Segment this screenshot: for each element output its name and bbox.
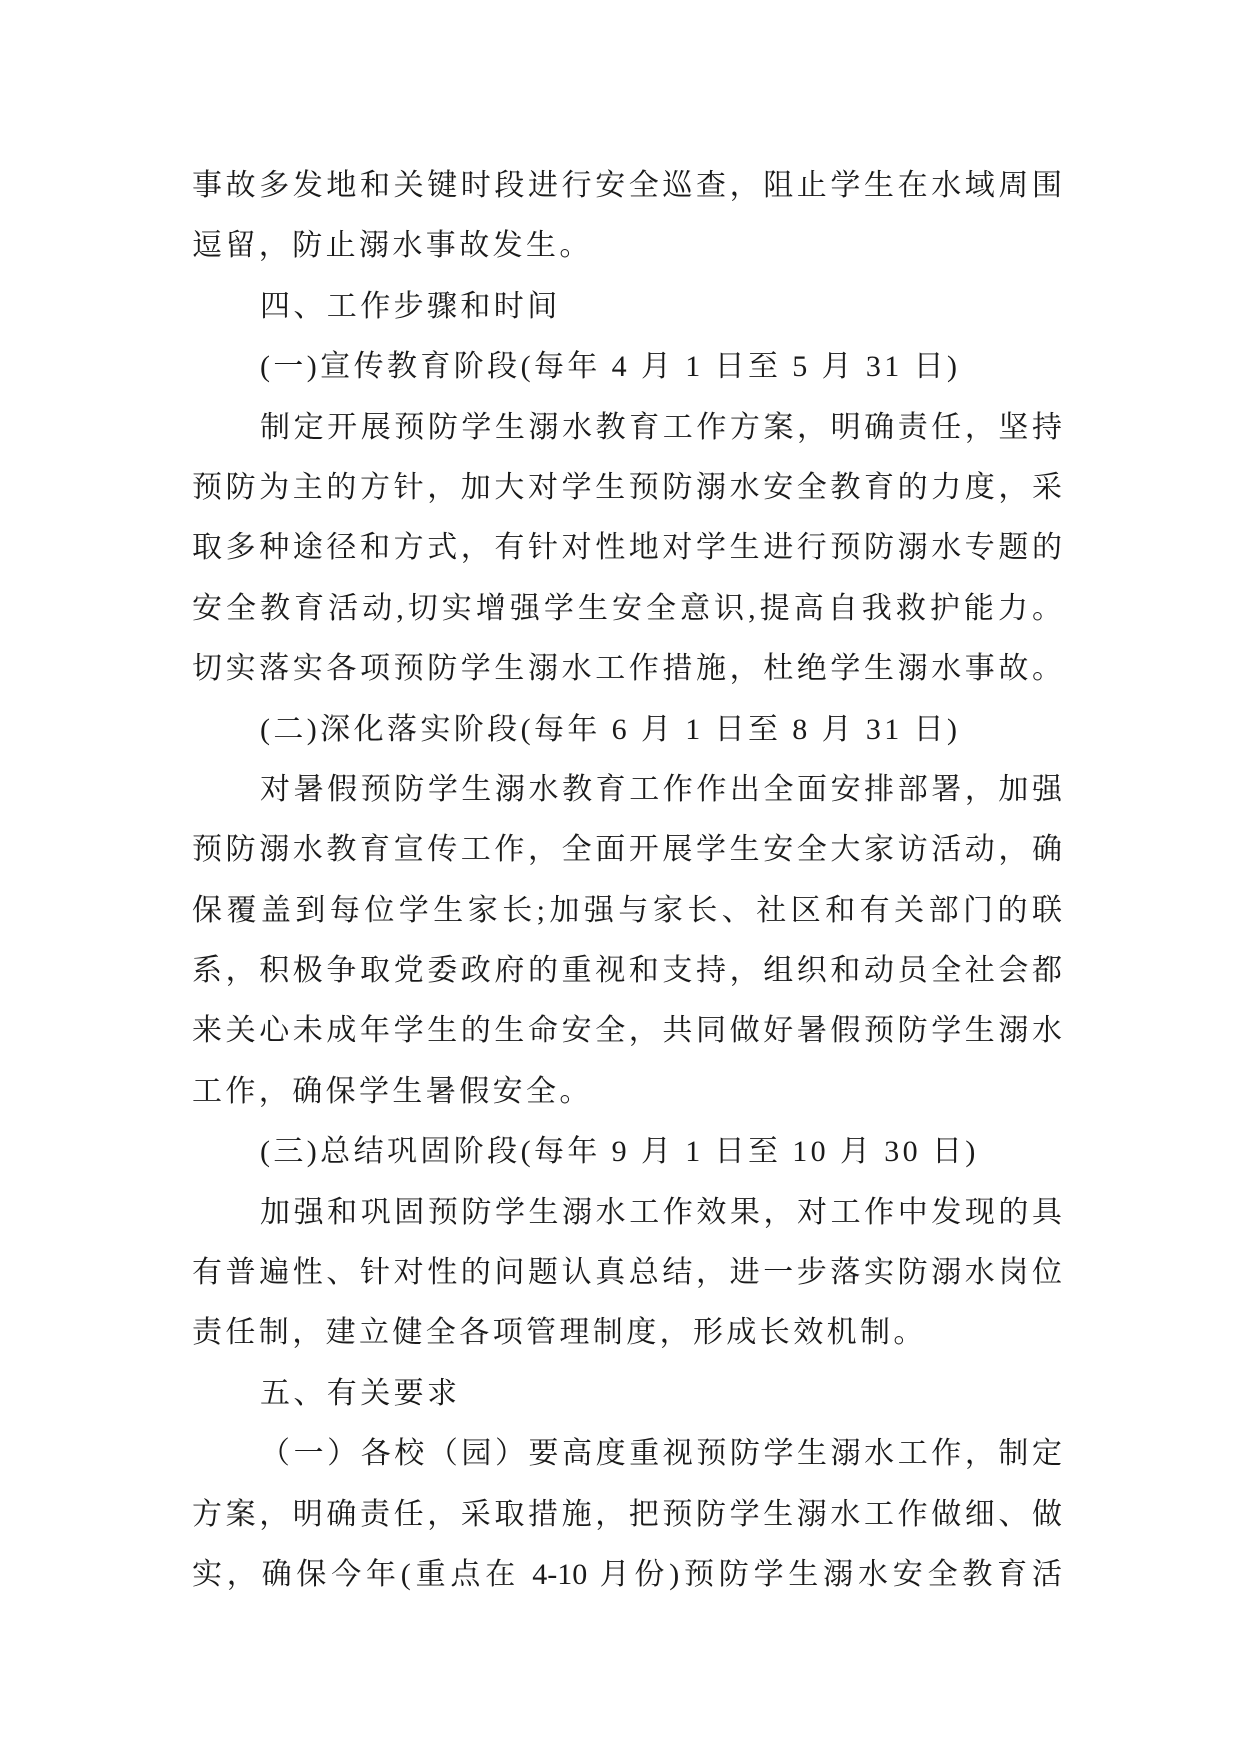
- text-line: 预防溺水教育宣传工作，全面开展学生安全大家访活动，确: [192, 833, 1062, 867]
- subsection-heading: (一)宣传教育阶段(每年 4 月 1 日至 5 月 31 日): [260, 350, 961, 384]
- text-line: 工作，确保学生暑假安全。: [192, 1074, 593, 1108]
- text-line: 逗留，防止溺水事故发生。: [192, 229, 593, 263]
- text-line: 安全教育活动,切实增强学生安全意识,提高自我救护能力。: [192, 591, 1062, 625]
- subsection-heading: (二)深化落实阶段(每年 6 月 1 日至 8 月 31 日): [260, 712, 961, 746]
- text-line: 事故多发地和关键时段进行安全巡查，阻止学生在水域周围: [192, 169, 1062, 202]
- text-line: 取多种途径和方式，有针对性地对学生进行预防溺水专题的: [192, 531, 1062, 565]
- text-line: 保覆盖到每位学生家长;加强与家长、社区和有关部门的联: [192, 893, 1062, 927]
- text-line: 有普遍性、针对性的问题认真总结，进一步落实防溺水岗位: [192, 1256, 1062, 1290]
- document-body: [192, 156, 1062, 1605]
- text-line: 预防为主的方针，加大对学生预防溺水安全教育的力度，采: [192, 470, 1062, 504]
- section-heading: 四、工作步骤和时间: [260, 289, 561, 323]
- text-line: 对暑假预防学生溺水教育工作作出全面安排部署，加强: [260, 772, 1062, 806]
- text-line: 制定开展预防学生溺水教育工作方案，明确责任，坚持: [260, 410, 1062, 444]
- section-heading: 五、有关要求: [260, 1376, 461, 1410]
- text-line: 责任制，建立健全各项管理制度，形成长效机制。: [192, 1316, 927, 1350]
- text-line: （一）各校（园）要高度重视预防学生溺水工作，制定: [260, 1437, 1062, 1471]
- subsection-heading: (三)总结巩固阶段(每年 9 月 1 日至 10 月 30 日): [260, 1135, 979, 1169]
- text-line: 实，确保今年(重点在 4-10 月份)预防学生溺水安全教育活: [192, 1557, 1062, 1591]
- text-line: 来关心未成年学生的生命安全，共同做好暑假预防学生溺水: [192, 1014, 1062, 1048]
- text-line: 切实落实各项预防学生溺水工作措施，杜绝学生溺水事故。: [192, 652, 1062, 686]
- text-line: 加强和巩固预防学生溺水工作效果，对工作中发现的具: [260, 1195, 1062, 1229]
- text-line: 方案，明确责任，采取措施，把预防学生溺水工作做细、做: [192, 1497, 1062, 1531]
- text-line: 系，积极争取党委政府的重视和支持，组织和动员全社会都: [192, 954, 1062, 988]
